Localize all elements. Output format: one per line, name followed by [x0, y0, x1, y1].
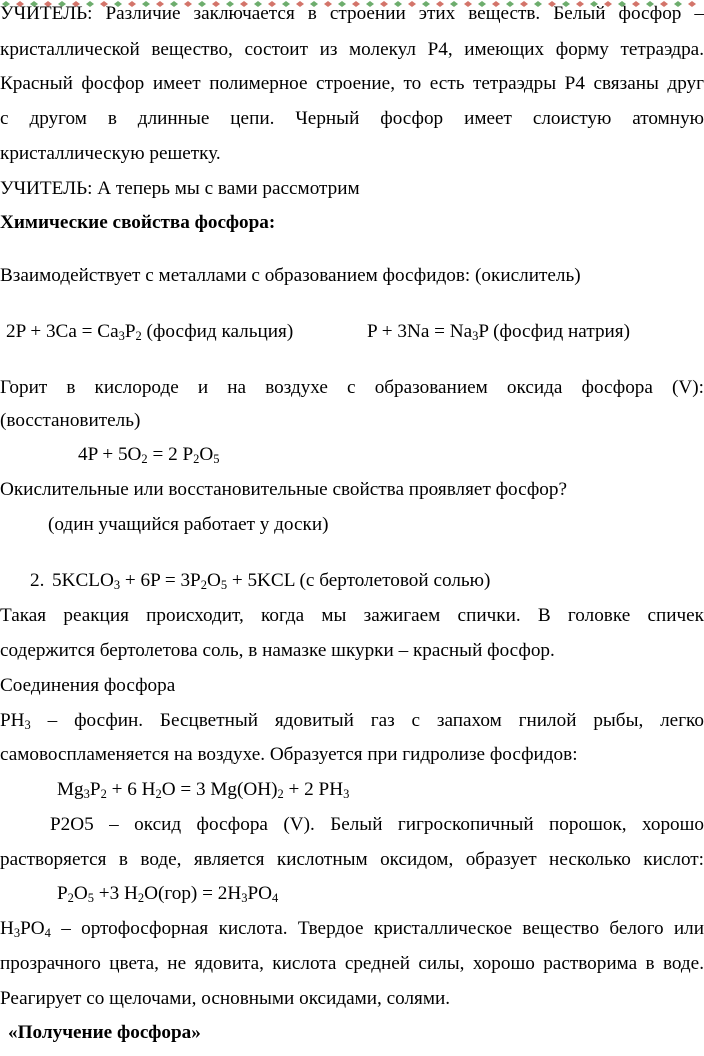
text-line-acid-3: Реагирует со щелочами, основными оксидами, солями.	[0, 988, 451, 1009]
teacher-line: УЧИТЕЛЬ: А теперь мы с вами рассмотрим	[0, 178, 360, 199]
text-line-matches-1: Такая реакция происходит, когда мы зажигаем спички. В головке спичек	[0, 605, 704, 626]
text-line-burning: Горит в кислороде и на воздухе с образованием оксида фосфора (V):	[0, 377, 704, 398]
section-heading-chemical-properties: Химические свойства фосфора:	[0, 212, 276, 233]
text-line-acid-1: $H_3PO_4$ – ортофосфорная кислота. Твердое кристаллическое вещество белого или	[0, 918, 704, 941]
text-line-reducer: (восстановитель)	[0, 410, 141, 431]
section-heading-compounds: Соединения фосфора	[0, 675, 176, 696]
text-line-oxide-1: Р2О5 – оксид фосфора (V). Белый гигроскопичный порошок, хорошо	[50, 814, 704, 835]
text-line-4: с другом в длинные цепи. Черный фосфор имеет слоистую атомную	[0, 108, 704, 129]
text-line-phosphine-2: самовоспламеняется на воздухе. Образуется при гидролизе фосфидов:	[0, 744, 578, 765]
text-line-1: УЧИТЕЛЬ: Различие заключается в строении этих веществ. Белый фосфор –	[0, 3, 704, 24]
text-line-5: кристаллическую решетку.	[0, 143, 221, 164]
text-line-oxide-2: растворяется в воде, является кислотным оксидом, образует несколько кислот:	[0, 849, 704, 870]
text-line-matches-2: содержится бертолетова соль, в намазке шкурки – красный фосфор.	[0, 640, 555, 661]
text-line-metals: Взаимодействует с металлами с образованием фосфидов: (окислитель)	[0, 265, 581, 286]
text-line-phosphine-1: $PH_3$ – фосфин. Бесцветный ядовитый газ с запахом гнилой рыбы, легко	[0, 710, 704, 733]
text-line-2: кристаллической вещество, состоит из молекул Р4, имеющих форму тетраэдра.	[0, 39, 704, 60]
text-line-3: Красный фосфор имеет полимерное строение, то есть тетраэдры Р4 связаны друг	[0, 73, 704, 94]
question-line: Окислительные или восстановительные свойства проявляет фосфор?	[0, 479, 568, 500]
text-line-acid-2: прозрачного цвета, не ядовита, кислота средней силы, хорошо растворима в воде.	[0, 953, 704, 974]
